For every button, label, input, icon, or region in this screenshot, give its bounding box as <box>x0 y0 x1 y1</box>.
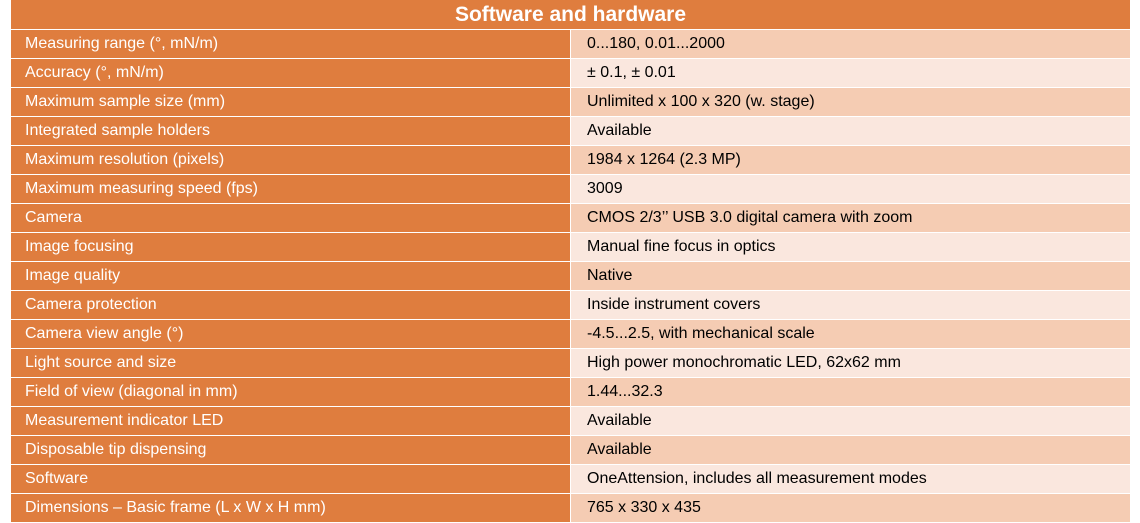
table-row <box>11 59 1131 88</box>
param-cell: Image focusing <box>11 233 571 262</box>
param-cell: Integrated sample holders <box>11 117 571 146</box>
value-cell: Available <box>571 436 1131 465</box>
value-cell: CMOS 2/3’’ USB 3.0 digital camera with zoom <box>571 204 1131 233</box>
table-row <box>11 407 1131 436</box>
table-row <box>11 291 1131 320</box>
value-cell: 765 x 330 x 435 <box>571 494 1131 523</box>
value-cell: Available <box>571 407 1131 436</box>
value-cell: High power monochromatic LED, 62x62 mm <box>571 349 1131 378</box>
table-title-cell <box>11 0 1131 30</box>
param-cell: Accuracy (°, mN/m) <box>11 59 571 88</box>
table-title: Software and hardware <box>454 3 687 26</box>
table-header-row <box>11 0 1131 30</box>
table-row <box>11 146 1131 175</box>
param-cell: Image quality <box>11 262 571 291</box>
value-cell: 1984 x 1264 (2.3 MP) <box>571 146 1131 175</box>
table-row <box>11 262 1131 291</box>
table-row <box>11 465 1131 494</box>
value-cell: OneAttension, includes all measurement modes <box>571 465 1131 494</box>
value-cell: ± 0.1, ± 0.01 <box>571 59 1131 88</box>
table-row <box>11 175 1131 204</box>
value-cell: Inside instrument covers <box>571 291 1131 320</box>
table-row <box>11 233 1131 262</box>
param-cell: Software <box>11 465 571 494</box>
table-row <box>11 378 1131 407</box>
param-cell: Maximum resolution (pixels) <box>11 146 571 175</box>
param-cell: Light source and size <box>11 349 571 378</box>
table-row <box>11 436 1131 465</box>
value-cell: 0...180, 0.01...2000 <box>571 30 1131 59</box>
value-cell: 1.44...32.3 <box>571 378 1131 407</box>
value-cell: 3009 <box>571 175 1131 204</box>
param-cell: Maximum measuring speed (fps) <box>11 175 571 204</box>
value-cell: Manual fine focus in optics <box>571 233 1131 262</box>
table-row <box>11 320 1131 349</box>
param-cell: Camera view angle (°) <box>11 320 571 349</box>
param-cell: Disposable tip dispensing <box>11 436 571 465</box>
table-row <box>11 204 1131 233</box>
table-row <box>11 349 1131 378</box>
value-cell: Available <box>571 117 1131 146</box>
param-cell: Dimensions – Basic frame (L x W x H mm) <box>11 494 571 523</box>
table-row <box>11 494 1131 523</box>
param-cell: Maximum sample size (mm) <box>11 88 571 117</box>
param-cell: Camera protection <box>11 291 571 320</box>
param-cell: Field of view (diagonal in mm) <box>11 378 571 407</box>
table-row <box>11 117 1131 146</box>
table-row <box>11 88 1131 117</box>
spec-table <box>10 0 1131 523</box>
param-cell: Camera <box>11 204 571 233</box>
table-row <box>11 30 1131 59</box>
param-cell: Measuring range (°, mN/m) <box>11 30 571 59</box>
value-cell: -4.5...2.5, with mechanical scale <box>571 320 1131 349</box>
value-cell: Unlimited x 100 x 320 (w. stage) <box>571 88 1131 117</box>
value-cell: Native <box>571 262 1131 291</box>
param-cell: Measurement indicator LED <box>11 407 571 436</box>
